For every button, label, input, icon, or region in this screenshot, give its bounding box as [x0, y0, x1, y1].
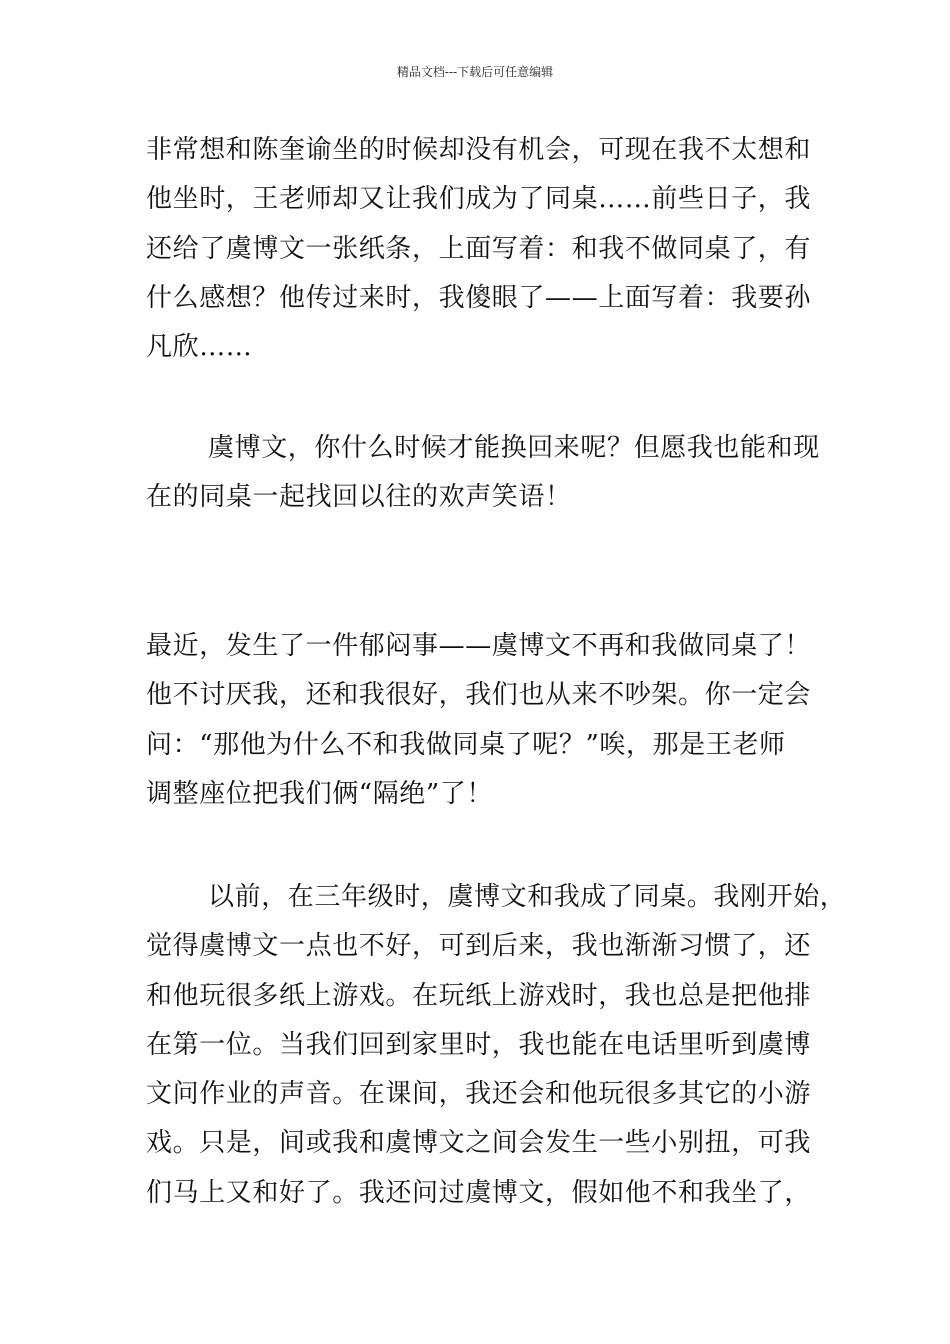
text-line: 文问作业的声音。在课间，我还会和他玩很多其它的小游	[146, 1079, 812, 1110]
text-line: 调整座位把我们俩“隔绝”了！	[146, 778, 493, 809]
text-line: 在的同桌一起找回以往的欢声笑语！	[146, 482, 572, 513]
text-line: 戏。只是，间或我和虞博文之间会发生一些小别扭，可我	[146, 1128, 812, 1159]
text-line: 在第一位。当我们回到家里时，我也能在电话里听到虞博	[146, 1029, 812, 1060]
text-line: 和他玩很多纸上游戏。在玩纸上游戏时，我也总是把他排	[146, 980, 812, 1011]
text-line: 觉得虞博文一点也不好，可到后来，我也渐渐习惯了，还	[146, 931, 812, 962]
text-line: 非常想和陈奎谕坐的时候却没有机会，可现在我不太想和	[146, 135, 812, 165]
text-line: 以前，在三年级时，虞博文和我成了同桌。我刚开始，	[208, 882, 847, 912]
paragraph-3	[146, 622, 818, 819]
text-line: 他坐时，王老师却又让我们成为了同桌……前些日子，我	[146, 184, 812, 215]
paragraph-1	[146, 126, 818, 372]
text-line: 虞博文，你什么时候才能换回来呢？但愿我也能和现	[208, 433, 820, 463]
text-line: 最近，发生了一件郁闷事——虞博文不再和我做同桌了！	[146, 631, 812, 661]
text-line: 还给了虞博文一张纸条，上面写着：和我不做同桌了，有	[146, 233, 812, 264]
text-line: 问：“那他为什么不和我做同桌了呢？”唉，那是王老师	[146, 729, 786, 760]
paragraph-2	[146, 424, 818, 523]
page-header: 精品文档---下载后可任意编辑	[396, 65, 554, 79]
text-line: 什么感想？他传过来时，我傻眼了——上面写着：我要孙	[146, 282, 812, 313]
text-line: 们马上又和好了。我还问过虞博文，假如他不和我坐了，	[146, 1177, 812, 1208]
text-line: 凡欣……	[146, 332, 253, 363]
paragraph-4	[146, 873, 847, 1218]
text-line: 他不讨厌我，还和我很好，我们也从来不吵架。你一定会	[146, 680, 812, 711]
